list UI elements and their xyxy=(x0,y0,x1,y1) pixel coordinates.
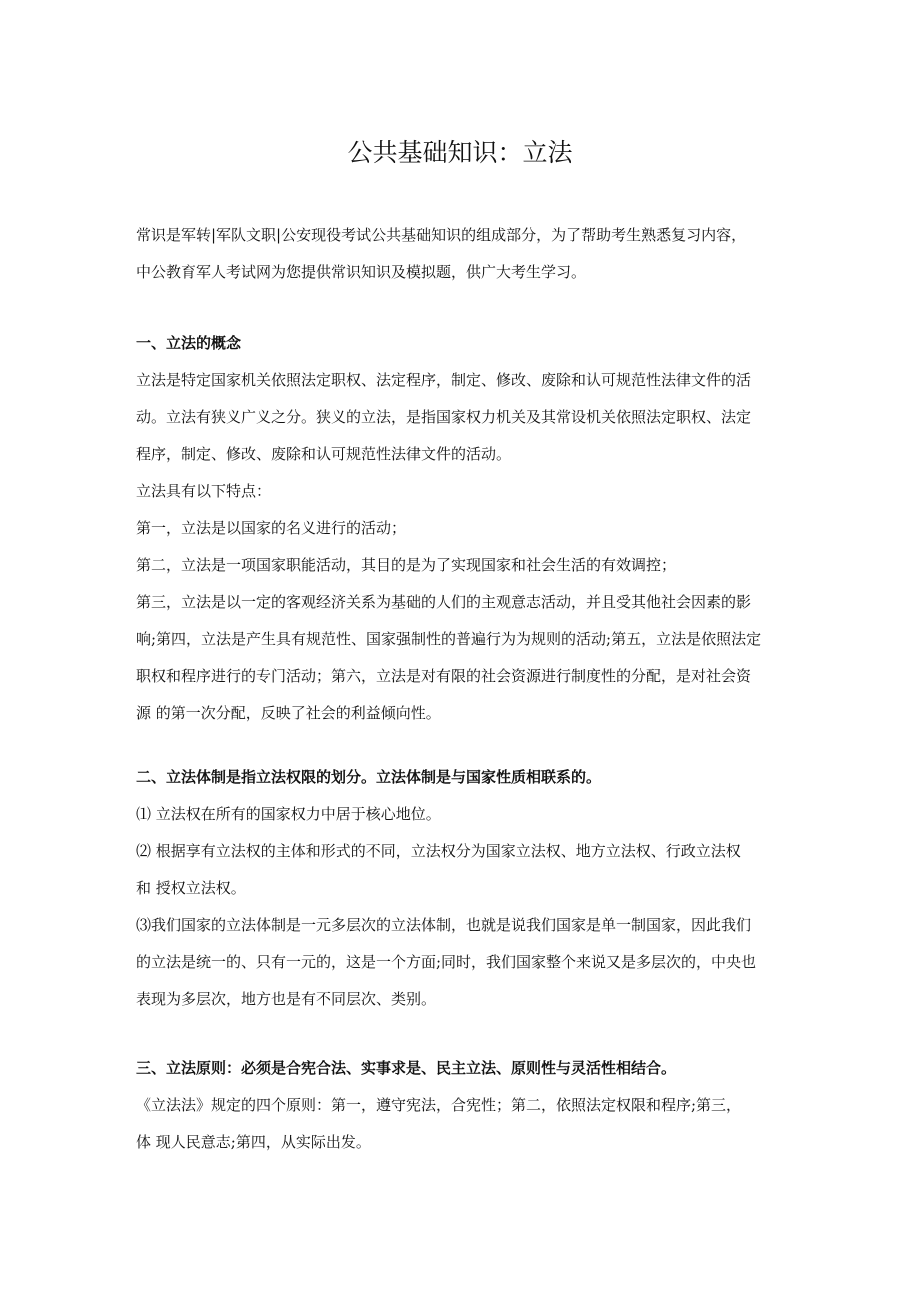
body-line: 第三，立法是以一定的客观经济关系为基础的人们的主观意志活动，并且受其他社会因素的影 xyxy=(136,593,752,611)
section-1-body xyxy=(136,362,788,732)
document-title: 公共基础知识：立法 xyxy=(347,138,573,167)
body-line: ⑴ 立法权在所有的国家权力中居于核心地位。 xyxy=(136,805,441,823)
body-line: 第二，立法是一项国家职能活动，其目的是为了实现国家和社会生活的有效调控； xyxy=(136,556,677,574)
section-2-body xyxy=(136,796,788,1018)
section-2-heading: 二、立法体制是指立法权限的划分。立法体制是与国家性质相联系的。 xyxy=(136,768,602,786)
body-line: 体 现人民意志;第四，从实际出发。 xyxy=(136,1133,371,1151)
body-line: 动。立法有狭义广义之分。狭义的立法，是指国家权力机关及其常设机关依照法定职权、法定 xyxy=(136,408,752,426)
intro-line: 中公教育军人考试网为您提供常识知识及模拟题，供广大考生学习。 xyxy=(136,263,587,281)
body-line: 响;第四，立法是产生具有规范性、国家强制性的普遍行为为规则的活动;第五，立法是依照法定 xyxy=(136,630,762,648)
body-line: 程序，制定、修改、废除和认可规范性法律文件的活动。 xyxy=(136,445,512,463)
body-line: 第一，立法是以国家的名义进行的活动； xyxy=(136,519,407,537)
body-line: 职权和程序进行的专门活动；第六，立法是对有限的社会资源进行制度性的分配，是对社会资 xyxy=(136,667,752,685)
body-line: 源 的第一次分配，反映了社会的利益倾向性。 xyxy=(136,704,441,722)
section-3-heading: 三、立法原则：必须是合宪合法、实事求是、民主立法、原则性与灵活性相结合。 xyxy=(136,1059,677,1077)
section-1-heading: 一、立法的概念 xyxy=(136,334,242,352)
body-line: ⑵ 根据享有立法权的主体和形式的不同，立法权分为国家立法权、地方立法权、行政立法权 xyxy=(136,842,741,860)
intro-paragraph xyxy=(136,217,788,291)
body-line: 和 授权立法权。 xyxy=(136,879,246,897)
body-line: ⑶我们国家的立法体制是一元多层次的立法体制，也就是说我们国家是单一制国家，因此我们 xyxy=(136,916,752,934)
intro-line: 常识是军转|军队文职|公安现役考试公共基础知识的组成部分，为了帮助考生熟悉复习内容， xyxy=(136,226,747,244)
body-line: 的立法是统一的、只有一元的，这是一个方面;同时，我们国家整个来说又是多层次的，中央也 xyxy=(136,953,757,971)
body-line: 表现为多层次，地方也是有不同层次、类别。 xyxy=(136,990,437,1008)
body-line: 《立法法》规定的四个原则：第一，遵守宪法，合宪性；第二，依照法定权限和程序;第三， xyxy=(136,1096,742,1114)
body-line: 立法是特定国家机关依照法定职权、法定程序，制定、修改、废除和认可规范性法律文件的活 xyxy=(136,371,752,389)
section-3-body xyxy=(136,1087,788,1161)
body-line: 立法具有以下特点： xyxy=(136,482,272,500)
